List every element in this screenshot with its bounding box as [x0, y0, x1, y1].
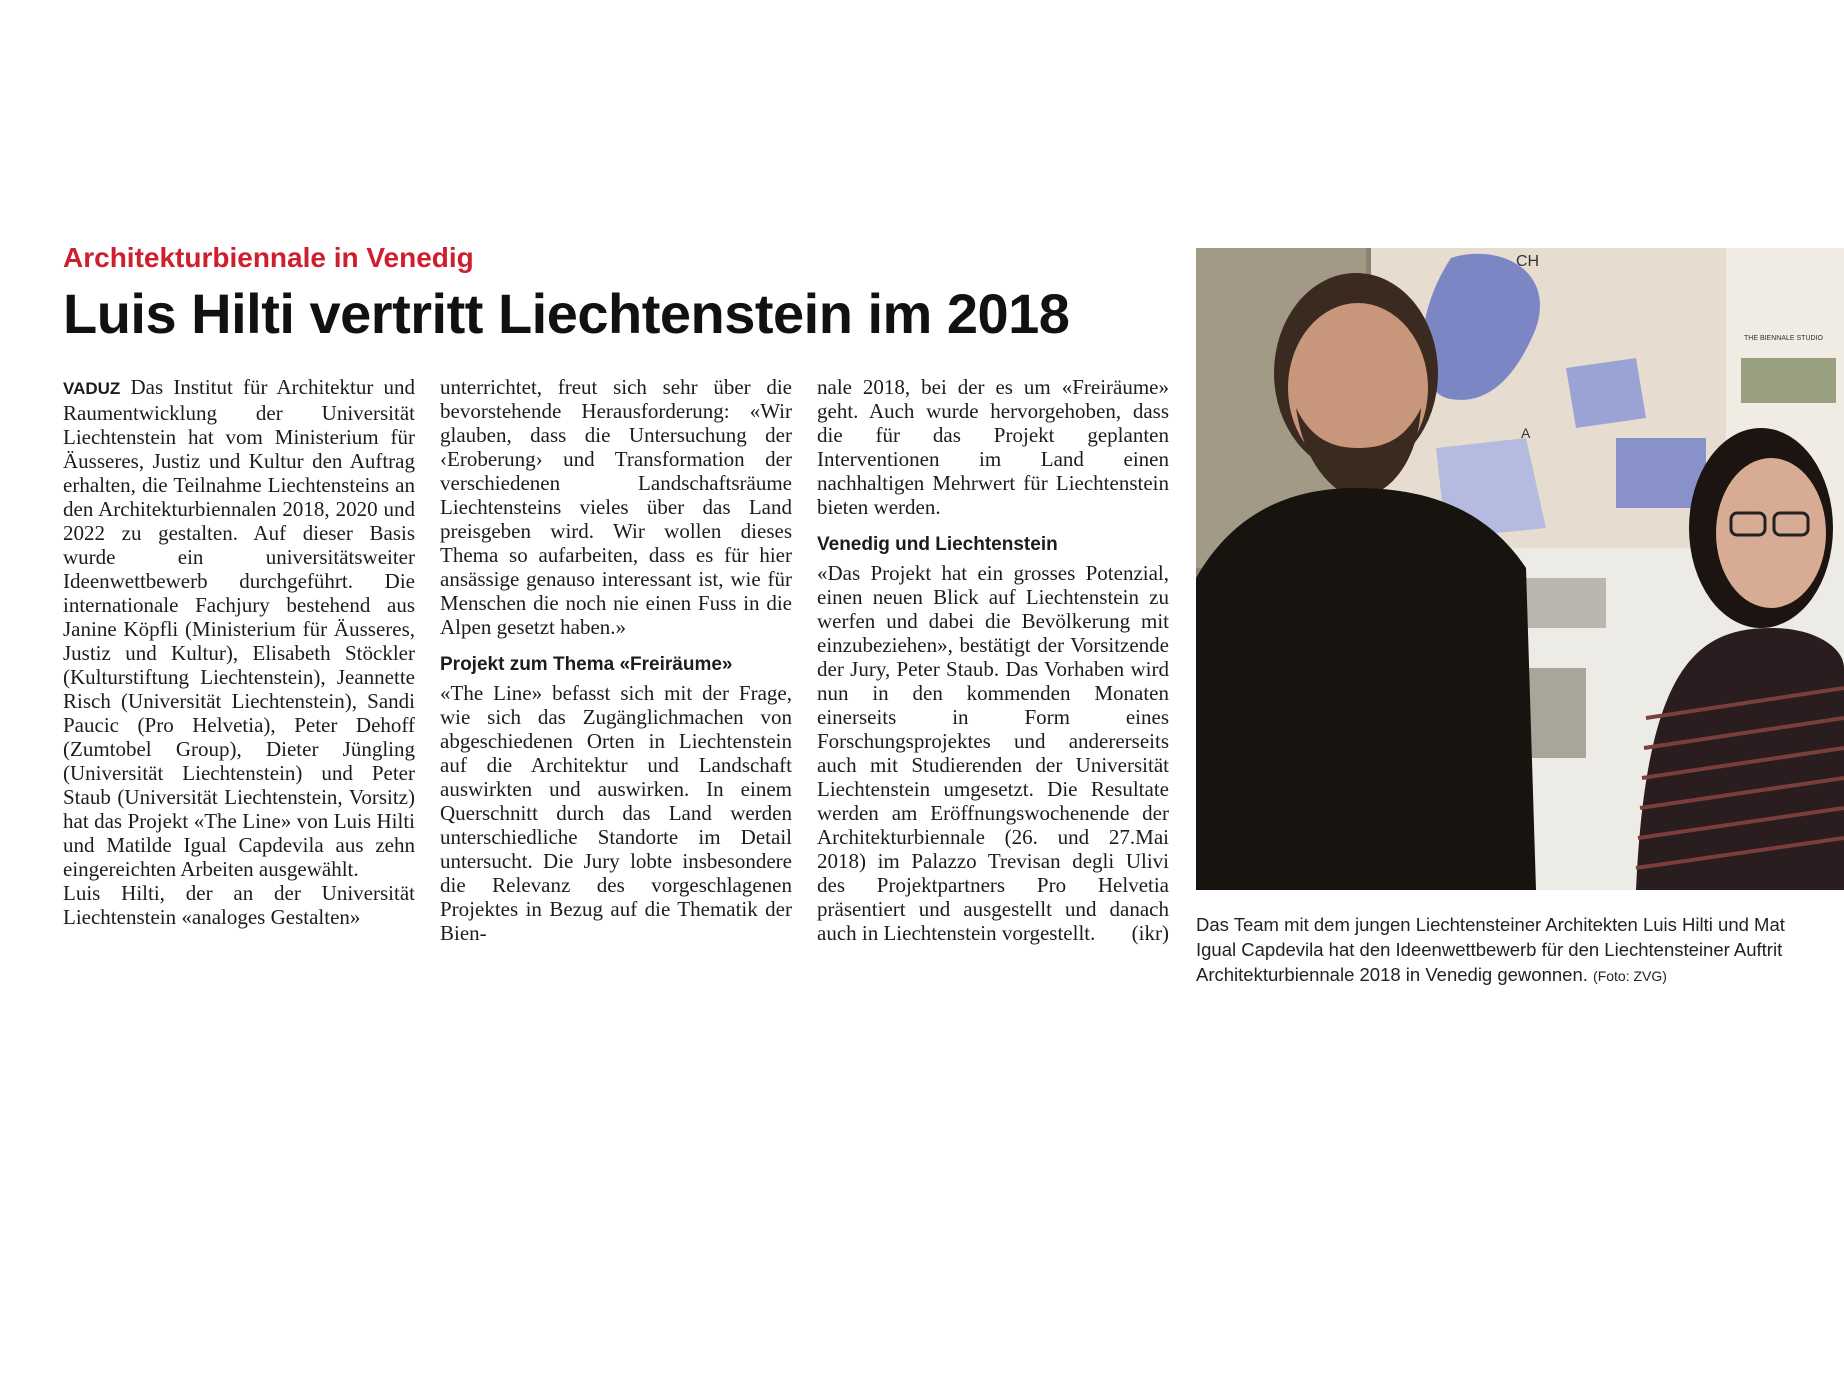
paragraph-text: Das Institut für Architektur und Raumentwicklung der Universität Liechtenstein hat vom Ministerium für Äusseres, Justiz und Kultur den Auftrag erhalten, die Teilnahme Liechtensteins an den Architekturbiennalen 2018, 2020 und 2022 zu gestalten. Auf dieser Basis wurde ein universitätsweiter Ideenwettbewerb durchgeführt. Die internationale Fachjury bestehend aus Janine Köpfli (Ministerium für Äusseres, Justiz und Kultur), Elisabeth Stöckler (Kulturstiftung Liechtenstein), Jeannette Risch (Universität Liechtenstein), Sandi Paucic (Pro Helvetia), Peter Dehoff (Zumtobel Group), Dieter Jüngling (Universität Liechtenstein) und Peter Staub (Universität Liechtenstein, Vorsitz) hat das Projekt «The Line» von Luis Hilti und Matilde Igual Capdevila aus zehn eingereichten Arbeiten ausgewählt. [63, 375, 415, 881]
team-photo-illustration [1196, 248, 1844, 890]
poster-label-ch: CH [1516, 253, 1540, 270]
article-subhead: Projekt zum Thema «Freiräume» [440, 654, 733, 675]
caption-text: Architekturbiennale 2018 in Venedig gewonnen. [1196, 964, 1588, 985]
photo-caption [1196, 912, 1844, 989]
article-paragraph [817, 561, 1169, 945]
photo-credit: (Foto: ZVG) [1593, 968, 1667, 984]
poster-thumbnail [1526, 668, 1586, 758]
team-photo [1196, 248, 1844, 890]
caption-line: Igual Capdevila hat den Ideenwettbewerb für den Liechtensteiner Auftrit [1196, 939, 1783, 960]
author-initials: (ikr) [1131, 921, 1169, 945]
poster-diagram [1566, 358, 1646, 428]
dateline: VADUZ [63, 379, 121, 398]
article-paragraph [63, 375, 415, 881]
article-column-2 [440, 375, 792, 945]
poster-studio-label: THE BIENNALE STUDIO [1744, 335, 1823, 342]
article-column-1 [63, 375, 415, 929]
article-paragraph: Luis Hilti, der an der Universität Liechtenstein «analoges Gestalten» [63, 881, 415, 929]
poster-thumbnail [1741, 358, 1836, 403]
poster-label-a: A [1521, 425, 1531, 441]
article-column-3 [817, 375, 1169, 945]
man-sweater [1196, 488, 1536, 890]
article-headline: Luis Hilti vertritt Liechtenstein im 2018 [63, 282, 1070, 345]
paragraph-text: «Das Projekt hat ein grosses Potenzial, einen neuen Blick auf Liechtenstein zu werfen und dabei die Bevölkerung mit einzubeziehen», bestätigt der Vorsitzende der Jury, Peter Staub. Das Vorhaben wird nun in den kommenden Monaten einerseits in Form eines Forschungsprojektes und andererseits auch mit Studierenden der Universität Liechtenstein umgesetzt. Die Resultate werden am Eröffnungswochenende der Architekturbiennale (26. und 27.Mai 2018) im Palazzo Trevisan degli Ulivi des Projektpartners Pro Helvetia präsentiert und ausgestellt und danach auch in Liechtenstein vorgestellt. [817, 561, 1169, 945]
poster-thumbnail [1526, 578, 1606, 628]
article-paragraph: «The Line» befasst sich mit der Frage, wie sich das Zugänglichmachen von abgeschiedenen Orten in Liechtenstein auf die Architektur und Landschaft auswirkten und auswirken. In einem Querschnitt durch das Land werden unterschiedliche Standorte im Detail untersucht. Die Jury lobte insbesondere die Relevanz des vorgeschlagenen Projektes in Bezug auf die Thematik der Bien- [440, 681, 792, 945]
caption-line: Das Team mit dem jungen Liechtensteiner Architekten Luis Hilti und Mat [1196, 914, 1785, 935]
article-subhead: Venedig und Liechtenstein [817, 534, 1058, 555]
caption-line [1196, 962, 1844, 989]
article-paragraph: nale 2018, bei der es um «Freiräume» geht. Auch wurde hervorgehoben, dass die für das Projekt geplanten Interventionen im Land einen nachhaltigen Mehrwert für Liechtenstein bieten werden. [817, 375, 1169, 519]
article-paragraph: unterrichtet, freut sich sehr über die bevorstehende Herausforderung: «Wir glauben, dass die Untersuchung der ‹Eroberung› und Transformation der verschiedenen Landschaftsräume Liechtensteins vieles über das Land preisgeben wird. Wir wollen dieses Thema so aufarbeiten, dass es für hier ansässige genauso interessant ist, wie für Menschen die noch nie einen Fuss in die Alpen gesetzt haben.» [440, 375, 792, 639]
article-kicker: Architekturbiennale in Venedig [63, 242, 474, 273]
